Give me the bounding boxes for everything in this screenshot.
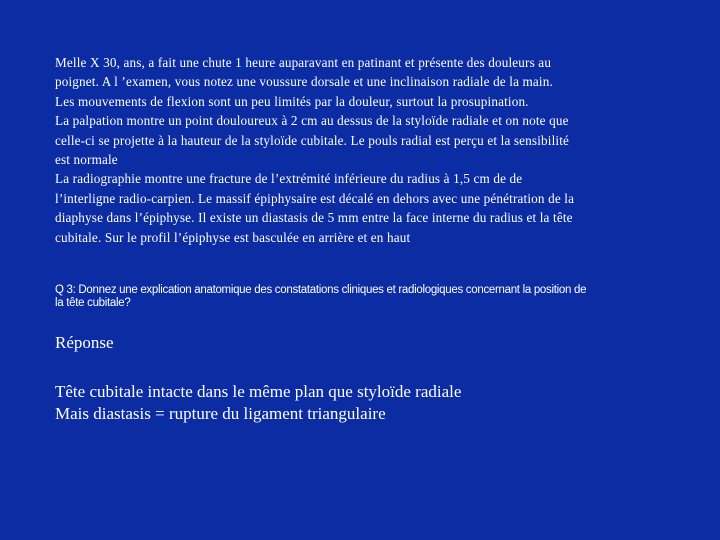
case-line: diaphyse dans l’épiphyse. Il existe un diastasis de 5 mm entre la face interne du radius et la tête bbox=[55, 210, 573, 226]
answer-line: Tête cubitale intacte dans le même plan que styloïde radiale bbox=[55, 382, 462, 401]
question-line: la tête cubitale? bbox=[55, 297, 131, 309]
answer-heading: Réponse bbox=[55, 333, 114, 352]
case-line: poignet. A l ’examen, vous notez une voussure dorsale et une inclinaison radiale de la main. bbox=[55, 74, 553, 90]
case-line: est normale bbox=[55, 152, 118, 168]
answer-line: Mais diastasis = rupture du ligament triangulaire bbox=[55, 403, 386, 423]
case-line: celle-ci se projette à la hauteur de la styloïde cubitale. Le pouls radial est perçu et la sensibilité bbox=[55, 132, 570, 148]
case-line: La radiographie montre une fracture de l’extrémité inférieure du radius à 1,5 cm de de bbox=[55, 171, 523, 187]
case-line: cubitale. Sur le profil l’épiphyse est basculée en arrière et en haut bbox=[55, 229, 411, 245]
case-description bbox=[55, 53, 675, 247]
question-line: Q 3: Donnez une explication anatomique des constatations cliniques et radiologiques concernant la position de bbox=[55, 284, 587, 296]
question-text bbox=[55, 284, 680, 310]
case-line: l’interligne radio-carpien. Le massif épiphysaire est décalé en dehors avec une pénétration de la bbox=[55, 190, 575, 206]
answer-text bbox=[55, 381, 675, 424]
case-line: Melle X 30, ans, a fait une chute 1 heure auparavant en patinant et présente des douleurs au bbox=[55, 55, 552, 70]
case-line: Les mouvements de flexion sont un peu limités par la douleur, surtout la prosupination. bbox=[55, 93, 529, 109]
case-line: La palpation montre un point douloureux à 2 cm au dessus de la styloïde radiale et on note que bbox=[55, 113, 569, 129]
